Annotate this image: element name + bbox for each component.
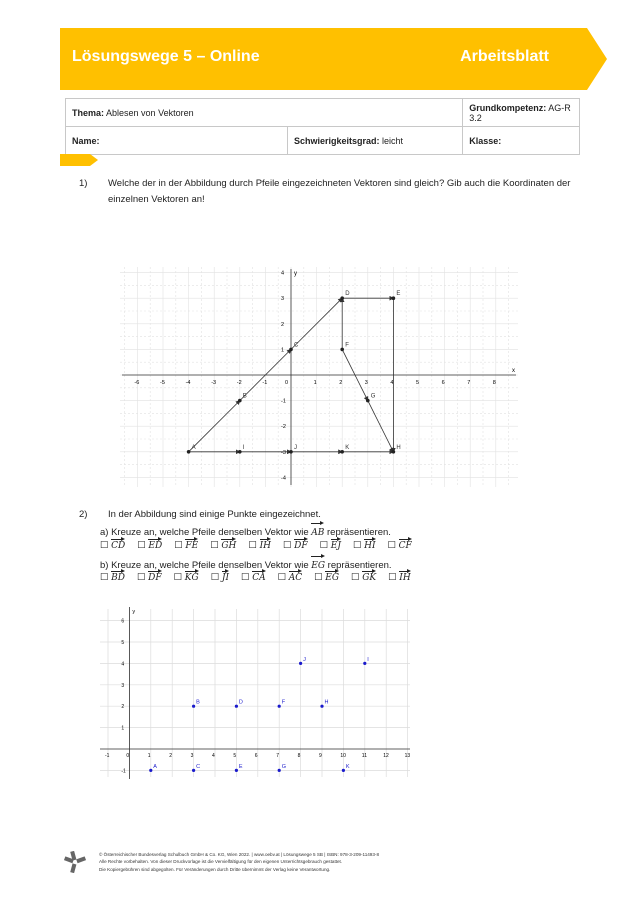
point-label-J: J	[303, 656, 306, 663]
schwierigkeit-label: Schwierigkeitsgrad:	[294, 135, 380, 146]
point-H	[392, 450, 396, 454]
checkbox-icon[interactable]: ☐	[100, 572, 112, 583]
option-b-EG[interactable]	[314, 570, 339, 583]
option-vector-label: EJ	[331, 538, 341, 551]
checkbox-icon[interactable]: ☐	[314, 572, 326, 583]
y-tick-label: -1	[121, 768, 126, 775]
checkbox-icon[interactable]: ☐	[277, 572, 289, 583]
checkbox-icon[interactable]: ☐	[174, 540, 186, 551]
x-tick-label: 5	[233, 753, 237, 759]
point-label-A: A	[153, 763, 157, 770]
option-a-IH[interactable]	[248, 538, 271, 551]
checkbox-icon[interactable]: ☐	[248, 540, 260, 551]
point-I	[238, 450, 242, 454]
name-label: Name:	[72, 135, 100, 146]
x-tick-label: -3	[211, 380, 217, 386]
thema-value: Ablesen von Vektoren	[106, 107, 194, 118]
y-tick-label: 5	[121, 640, 125, 646]
question-2a-vector: AB	[311, 522, 324, 541]
y-tick-label: 3	[281, 296, 285, 303]
option-a-DF[interactable]	[283, 538, 308, 551]
point-label-H: H	[396, 444, 401, 451]
x-tick-label: 8	[297, 753, 301, 759]
schwierigkeit-value: leicht	[382, 135, 404, 146]
point-F	[340, 348, 344, 352]
option-vector-label: AC	[289, 570, 302, 583]
y-tick-label: -3	[281, 449, 286, 456]
x-tick-label: 8	[492, 380, 496, 386]
point-label-C: C	[294, 342, 299, 349]
option-vector-label: HI	[364, 538, 375, 551]
point-B	[238, 399, 242, 403]
point-J	[299, 662, 302, 665]
option-b-BD[interactable]	[100, 570, 125, 583]
point-F	[278, 705, 281, 708]
point-I	[363, 662, 366, 665]
point-label-I: I	[367, 656, 369, 663]
option-b-JI[interactable]	[211, 570, 229, 583]
kompetenz-value: AG-R 3.2	[469, 102, 571, 123]
option-a-HI[interactable]	[353, 538, 376, 551]
point-label-K: K	[345, 763, 350, 770]
point-B	[192, 705, 195, 708]
option-a-CF[interactable]	[388, 538, 412, 551]
header-banner	[60, 28, 607, 90]
option-vector-label: GK	[362, 570, 376, 583]
x-tick-label: -2	[236, 380, 242, 386]
point-label-F: F	[345, 342, 349, 349]
footer-line-3: Die Kopiergebühren sind abgegolten. Für Veränderungen durch Dritte übernimmt der Verlag keine Verantwortung.	[99, 866, 331, 872]
y-axis-label: y	[294, 271, 297, 277]
checkbox-icon[interactable]: ☐	[210, 572, 222, 583]
x-tick-label: -6	[134, 380, 140, 386]
x-axis-label: x	[512, 368, 515, 374]
point-C	[192, 769, 195, 772]
y-axis-label: y	[132, 609, 136, 615]
schwierigkeit-cell	[288, 127, 463, 155]
option-vector-label: CD	[111, 538, 125, 551]
point-A	[149, 769, 152, 772]
question-1-number: 1)	[79, 178, 88, 189]
checkbox-icon[interactable]: ☐	[387, 540, 399, 551]
option-vector-label: ED	[148, 538, 162, 551]
checkbox-icon[interactable]: ☐	[352, 540, 365, 551]
x-tick-label: 6	[441, 380, 445, 386]
point-K	[342, 769, 345, 772]
x-tick-label: 12	[383, 753, 389, 759]
x-tick-label: 4	[212, 753, 215, 759]
section-tab	[60, 154, 98, 166]
option-b-DF[interactable]	[137, 570, 162, 583]
checkbox-icon[interactable]: ☐	[173, 572, 185, 583]
graph-2	[96, 605, 414, 783]
publisher-logo-icon	[64, 851, 86, 873]
point-label-I: I	[242, 444, 245, 451]
point-label-H: H	[324, 699, 329, 706]
point-E	[235, 769, 238, 772]
y-tick-label: -2	[281, 424, 286, 431]
doc-type: Arbeitsblatt	[460, 48, 549, 65]
point-A	[187, 450, 191, 454]
graph-1	[118, 265, 520, 489]
option-b-GK[interactable]	[351, 570, 376, 583]
footer	[99, 851, 519, 873]
question-2a-prefix: a) Kreuze an, welche Pfeile denselben Vektor wie	[100, 527, 309, 538]
x-tick-label: 6	[254, 753, 258, 759]
option-vector-label: CA	[252, 570, 265, 583]
x-tick-label: -1	[105, 753, 110, 759]
point-label-D: D	[345, 291, 350, 298]
x-tick-label: 13	[404, 753, 411, 759]
checkbox-icon[interactable]: ☐	[388, 572, 400, 583]
point-H	[320, 705, 323, 708]
point-label-E: E	[396, 291, 401, 298]
klasse-label: Klasse:	[469, 135, 502, 146]
y-tick-label: 4	[121, 661, 125, 668]
option-a-GH[interactable]	[210, 538, 236, 551]
point-C	[289, 348, 293, 352]
checkbox-icon[interactable]: ☐	[137, 572, 149, 583]
checkbox-icon[interactable]: ☐	[351, 572, 363, 583]
question-2b-prefix: b) Kreuze an, welche Pfeile denselben Vektor wie	[100, 560, 309, 571]
x-tick-label: 0	[285, 380, 289, 386]
x-tick-label: 1	[313, 380, 317, 386]
point-label-D: D	[238, 699, 243, 706]
question-2-intro: In der Abbildung sind einige Punkte eingezeichnet.	[108, 509, 321, 520]
kompetenz-cell	[463, 99, 580, 127]
point-G	[366, 399, 370, 403]
option-vector-label: CF	[399, 538, 412, 551]
point-label-A: A	[191, 444, 196, 451]
x-tick-label: 11	[361, 753, 368, 759]
question-1-text: Welche der in der Abbildung durch Pfeile eingezeichneten Vektoren sind gleich? Gib auch die Koordinaten der einzelnen Vektoren an!	[108, 178, 571, 205]
checkbox-icon[interactable]: ☐	[137, 540, 149, 551]
name-cell[interactable]	[66, 127, 288, 155]
point-label-E: E	[238, 763, 243, 770]
question-2b-vector: EG	[311, 555, 325, 574]
question-2a-suffix: repräsentieren.	[327, 527, 391, 538]
klasse-cell[interactable]	[463, 127, 580, 155]
option-b-CA[interactable]	[241, 570, 266, 583]
checkbox-icon[interactable]: ☐	[100, 540, 112, 551]
y-tick-label: 2	[121, 704, 125, 711]
x-tick-label: 2	[339, 380, 343, 386]
point-label-B: B	[196, 699, 200, 706]
question-2a-options	[100, 538, 424, 551]
option-vector-label: GH	[221, 538, 236, 551]
question-2b-options	[100, 570, 423, 583]
x-tick-label: 7	[467, 380, 471, 386]
x-tick-label: 10	[340, 753, 346, 759]
info-table	[65, 98, 580, 155]
question-2-number: 2)	[79, 509, 88, 520]
option-vector-label: DF	[294, 538, 307, 551]
point-label-G: G	[370, 393, 376, 400]
checkbox-icon[interactable]: ☐	[319, 540, 331, 551]
x-tick-label: 5	[416, 380, 420, 386]
x-tick-label: 0	[126, 753, 130, 759]
option-vector-label: KG	[185, 570, 199, 583]
option-vector-label: EG	[325, 570, 339, 583]
point-E	[392, 296, 396, 300]
option-vector-label: FE	[185, 538, 198, 551]
x-tick-label: 4	[390, 380, 394, 386]
option-vector-label: IH	[260, 538, 271, 551]
point-label-C: C	[196, 763, 201, 770]
question-2b-suffix: repräsentieren.	[327, 560, 392, 571]
x-tick-label: 3	[190, 753, 194, 759]
y-tick-label: 4	[281, 270, 285, 277]
checkbox-icon[interactable]: ☐	[282, 540, 295, 551]
option-b-IH[interactable]	[388, 570, 411, 583]
option-b-KG[interactable]	[174, 570, 199, 583]
footer-line-1: © Österreichischer Bundesverlag Schulbuch GmbH & Co. KG, Wien 2022. | www.oebv.at | Lösungswege 5 SB | ISBN: 978-3-209-11493-8	[99, 852, 380, 857]
point-label-G: G	[281, 763, 286, 770]
y-tick-label: -1	[281, 398, 286, 405]
x-tick-label: 7	[276, 753, 279, 759]
x-tick-label: -1	[262, 380, 268, 386]
option-a-CD[interactable]	[100, 538, 125, 551]
option-a-ED[interactable]	[137, 538, 162, 551]
thema-cell	[66, 99, 463, 127]
y-tick-label: 3	[121, 682, 125, 689]
point-G	[278, 769, 281, 772]
option-a-EJ[interactable]	[320, 538, 341, 551]
point-label-J: J	[294, 444, 297, 451]
y-tick-label: 6	[121, 618, 125, 625]
point-label-B: B	[242, 393, 247, 400]
option-vector-label: JI	[222, 570, 229, 583]
option-vector-label: DF	[148, 570, 161, 583]
x-tick-label: 1	[147, 753, 151, 759]
checkbox-icon[interactable]: ☐	[210, 540, 222, 551]
point-D	[340, 296, 344, 300]
option-vector-label: BD	[111, 570, 125, 583]
checkbox-icon[interactable]: ☐	[241, 572, 253, 583]
point-D	[235, 705, 238, 708]
option-a-FE[interactable]	[174, 538, 198, 551]
option-vector-label: IH	[399, 570, 410, 583]
question-1	[79, 176, 609, 210]
y-tick-label: -4	[281, 475, 286, 482]
point-label-K: K	[345, 444, 350, 451]
series-title: Lösungswege 5 – Online	[72, 48, 260, 65]
option-b-AC[interactable]	[278, 570, 303, 583]
x-tick-label: 9	[319, 753, 322, 759]
y-tick-label: 1	[281, 347, 285, 354]
x-tick-label: 3	[364, 380, 368, 386]
y-tick-label: 1	[121, 725, 125, 732]
x-tick-label: 2	[169, 753, 172, 759]
footer-line-2: Alle Rechte vorbehalten. Von dieser Druckvorlage ist die Vervielfältigung für den eigenen Unterrichtsgebrauch gestattet.	[99, 859, 343, 865]
thema-label: Thema:	[72, 107, 105, 118]
point-J	[289, 450, 293, 454]
point-K	[340, 450, 344, 454]
y-tick-label: 2	[281, 321, 285, 328]
x-tick-label: -5	[160, 380, 165, 386]
x-tick-label: -4	[185, 380, 191, 386]
point-label-F: F	[281, 699, 286, 706]
kompetenz-label: Grundkompetenz:	[469, 102, 547, 113]
